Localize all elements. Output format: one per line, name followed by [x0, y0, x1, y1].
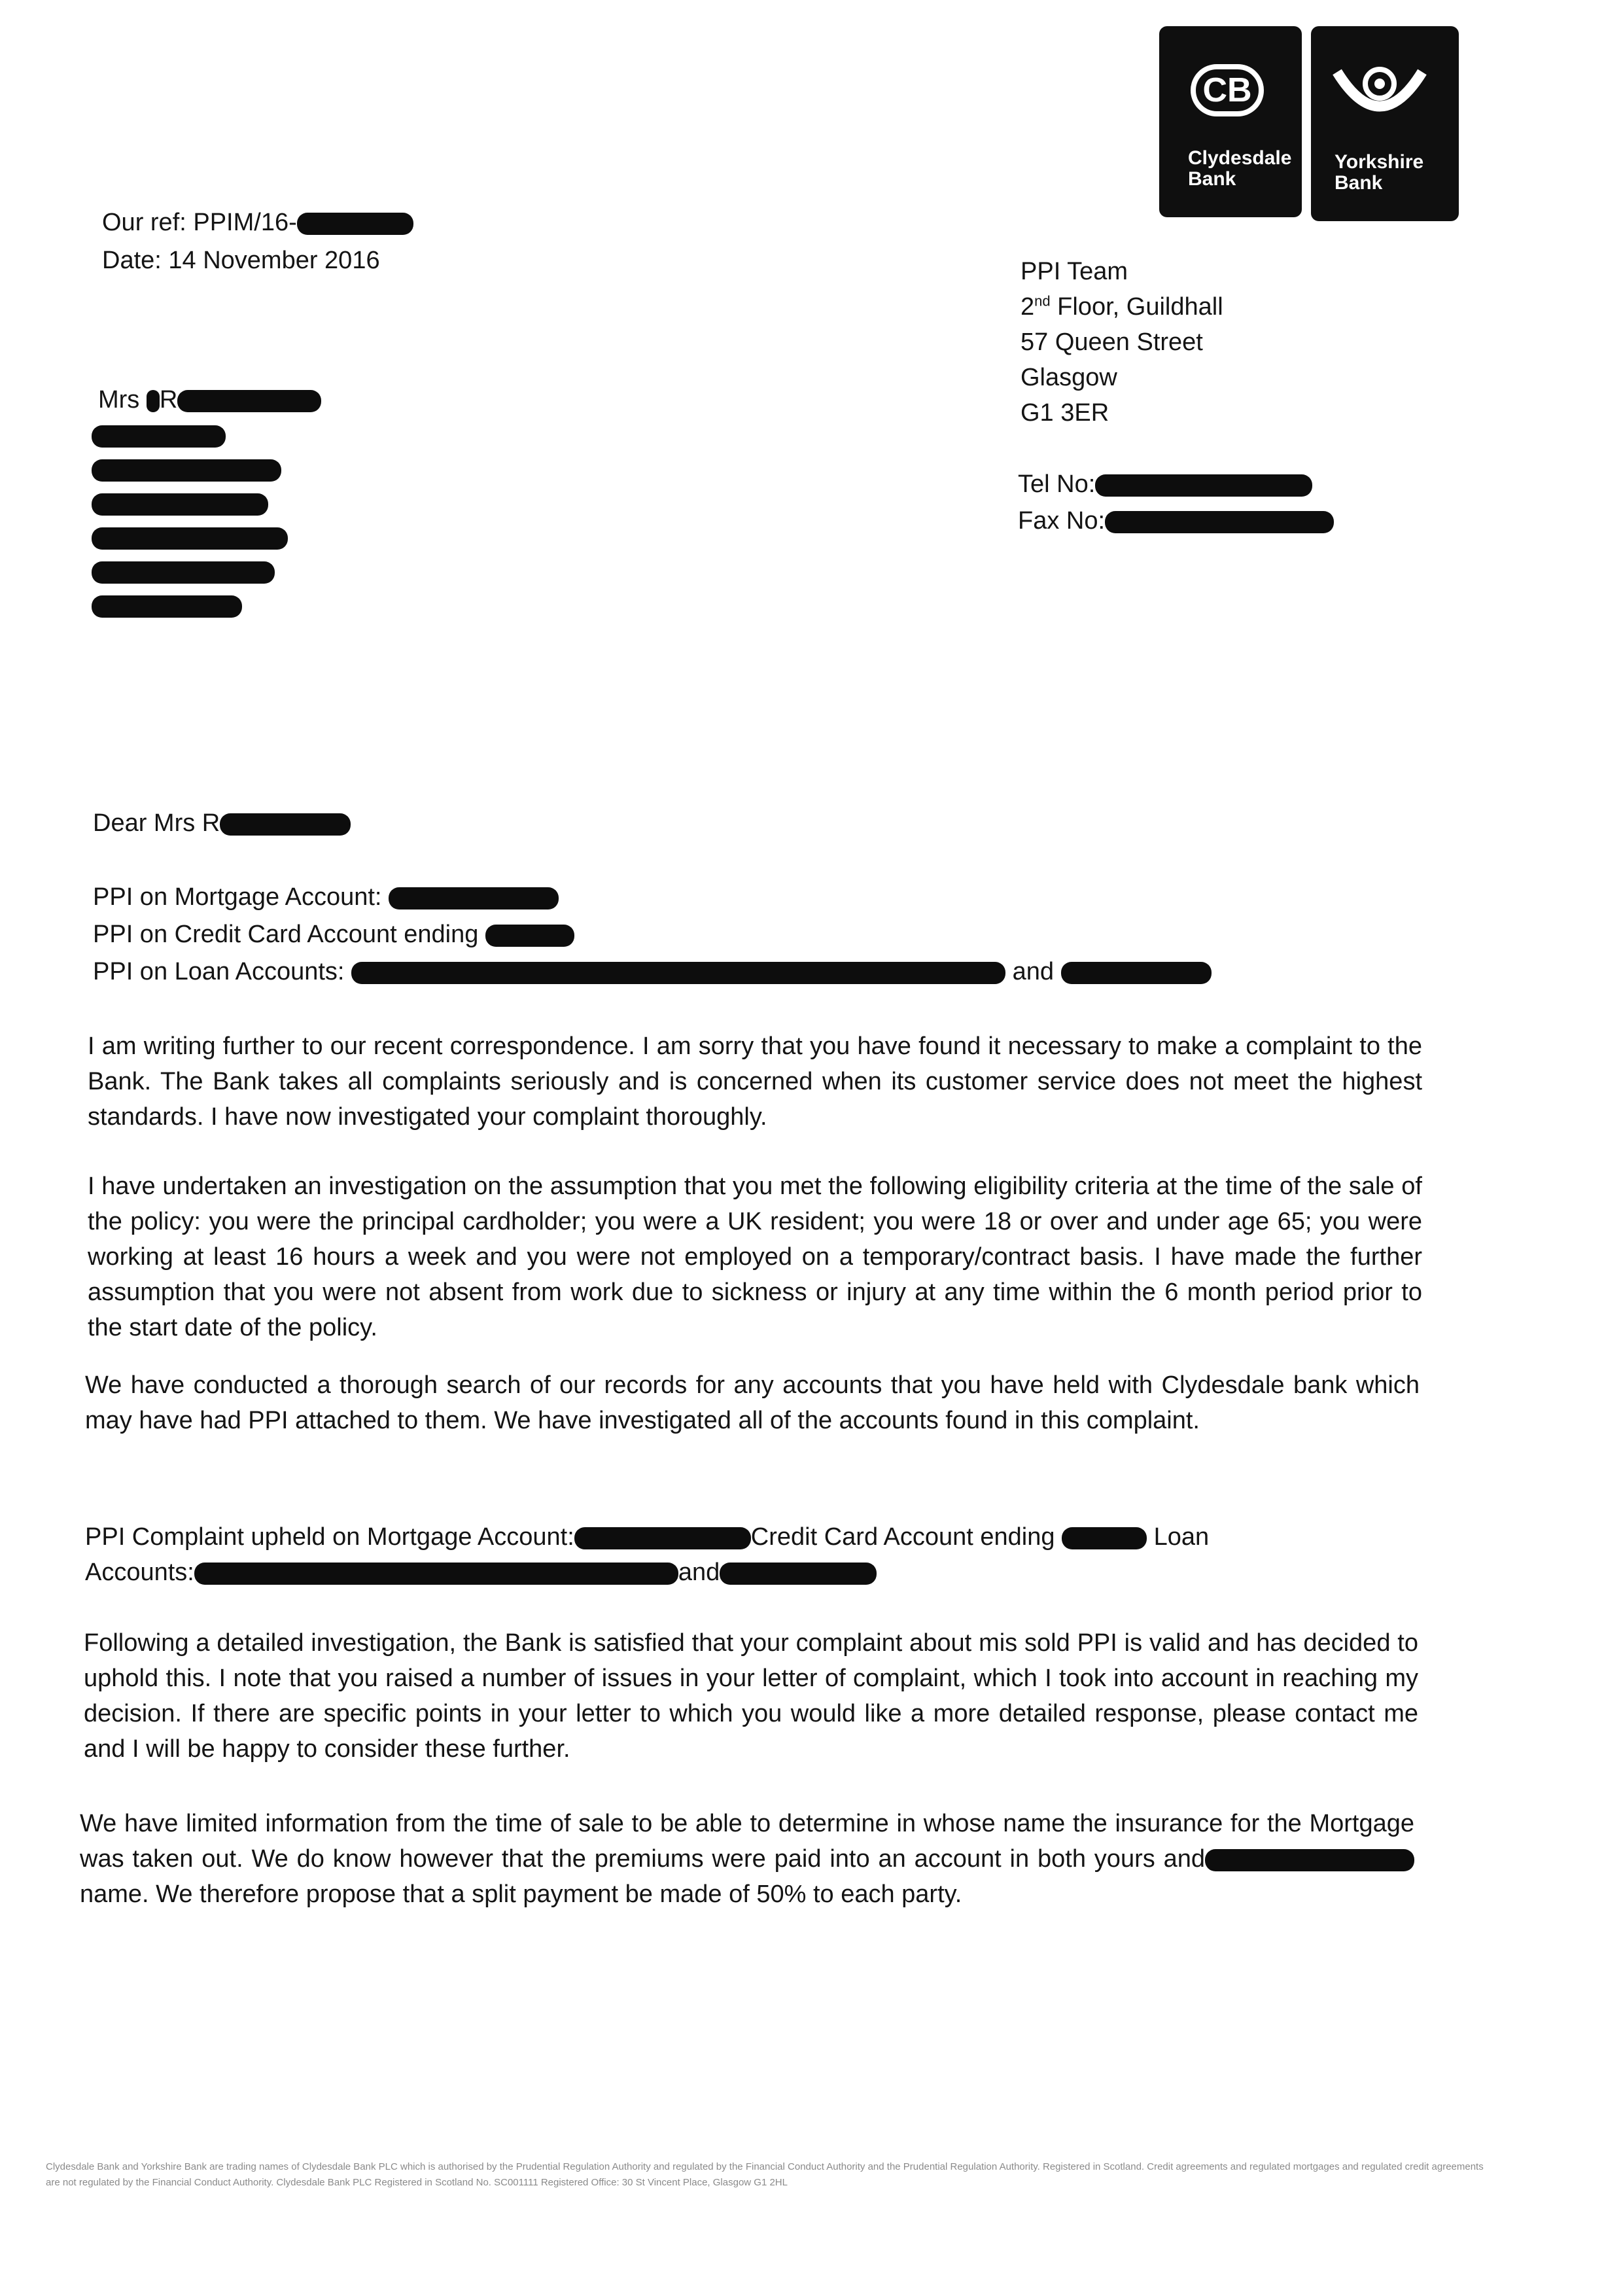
reference-text: Our ref: PPIM/16-	[102, 209, 297, 236]
credit-card-account-heading: PPI on Credit Card Account ending	[93, 916, 574, 953]
clydesdale-bank-logo	[1159, 26, 1302, 217]
redaction	[574, 1527, 751, 1549]
letter-date: Date: 14 November 2016	[102, 247, 380, 274]
redaction	[220, 813, 351, 836]
our-reference	[102, 204, 413, 241]
paragraph-split-payment: We have limited information from the time of sale to be able to determine in whose name the insurance for the Mortgage was taken out. We do know however that the premiums were paid into an account in both yours andname. We therefore propose that a split payment be made of 50% to each party.	[80, 1810, 1414, 1908]
redaction	[194, 1563, 678, 1585]
redaction	[720, 1563, 877, 1585]
yorkshire-bank-logo	[1311, 26, 1459, 221]
redaction	[297, 213, 413, 235]
paragraph-correspondence: I am writing further to our recent correspondence. I am sorry that you have found it necessary to make a complaint to the Bank. The Bank takes all complaints seriously and is concerned when its customer service does not meet the highest standards. I have now investigated your complaint thoroughly.	[88, 1033, 1422, 1131]
recipient-name: Mrs R	[98, 381, 321, 418]
sender-postcode: G1 3ER	[1021, 399, 1109, 427]
sender-street: 57 Queen Street	[1021, 328, 1203, 356]
redaction	[1061, 962, 1212, 984]
sender-city: Glasgow	[1021, 364, 1117, 391]
paragraph-records-search: We have conducted a thorough search of our records for any accounts that you have held with Clydesdale bank which may have had PPI attached to them. We have investigated all of the accounts found in this complaint.	[85, 1371, 1420, 1434]
redaction	[351, 962, 1005, 984]
redaction	[147, 390, 160, 412]
redaction	[1095, 474, 1312, 497]
sender-floor: 2nd Floor, Guildhall	[1021, 292, 1223, 321]
loan-accounts-heading: PPI on Loan Accounts: and	[93, 953, 1212, 990]
redaction	[389, 887, 559, 910]
redaction	[1205, 1849, 1414, 1871]
paragraph-investigation-result: Following a detailed investigation, the Bank is satisfied that your complaint about mis sold PPI is valid and has decided to uphold this. I note that you raised a number of issues in your letter of complaint, which I took into account in reaching my decision. If there are specific points in your letter to which you would like a more detailed response, please contact me and I will be happy to consider these further.	[84, 1629, 1418, 1763]
sender-tel: Tel No:	[1018, 466, 1312, 503]
salutation: Dear Mrs R	[93, 805, 351, 841]
redaction	[1062, 1527, 1147, 1549]
clydesdale-bank-name: Clydesdale Bank	[1188, 147, 1292, 190]
paragraph-eligibility: I have undertaken an investigation on the assumption that you met the following eligibility criteria at the time of the sale of the policy: you were the principal cardholder; you were a UK resident; you were 18 or over and under age 65; you were working at least 16 hours a week and you were not employed on a temporary/contract basis. I have made the further assumption that you were not absent from work due to sickness or injury at any time within the 6 month period prior to the start date of the policy.	[88, 1173, 1422, 1341]
yorkshire-bank-name: Yorkshire Bank	[1335, 151, 1424, 194]
regulatory-footer: Clydesdale Bank and Yorkshire Bank are trading names of Clydesdale Bank PLC which is authorised by the Prudential Regulation Authority and regulated by the Financial Conduct Authority and the Prudential Regulation Authority. Registered in Scotland. Credit agreements and regulated mortgages and regulated credit agreements are not regulated by the Financial Conduct Authority. Clydesdale Bank PLC Registered in Scotland No. SC001111 Registered Office: 30 St Vincent Place, Glasgow G1 2HL	[46, 2161, 1484, 2188]
redaction	[1105, 511, 1334, 533]
yorkshire-rose-icon	[1331, 65, 1429, 131]
redaction	[485, 925, 574, 947]
redaction	[177, 390, 321, 412]
mortgage-account-heading: PPI on Mortgage Account:	[93, 879, 559, 915]
sender-team: PPI Team	[1021, 258, 1128, 285]
paragraph-complaint-upheld: PPI Complaint upheld on Mortgage Account: Credit Card Account ending Loan Accounts: and	[85, 1523, 1210, 1586]
recipient-address-redacted	[92, 425, 301, 618]
sender-fax: Fax No:	[1018, 503, 1334, 539]
cb-monogram-icon: CB	[1191, 64, 1264, 116]
sender-address	[1021, 254, 1223, 431]
